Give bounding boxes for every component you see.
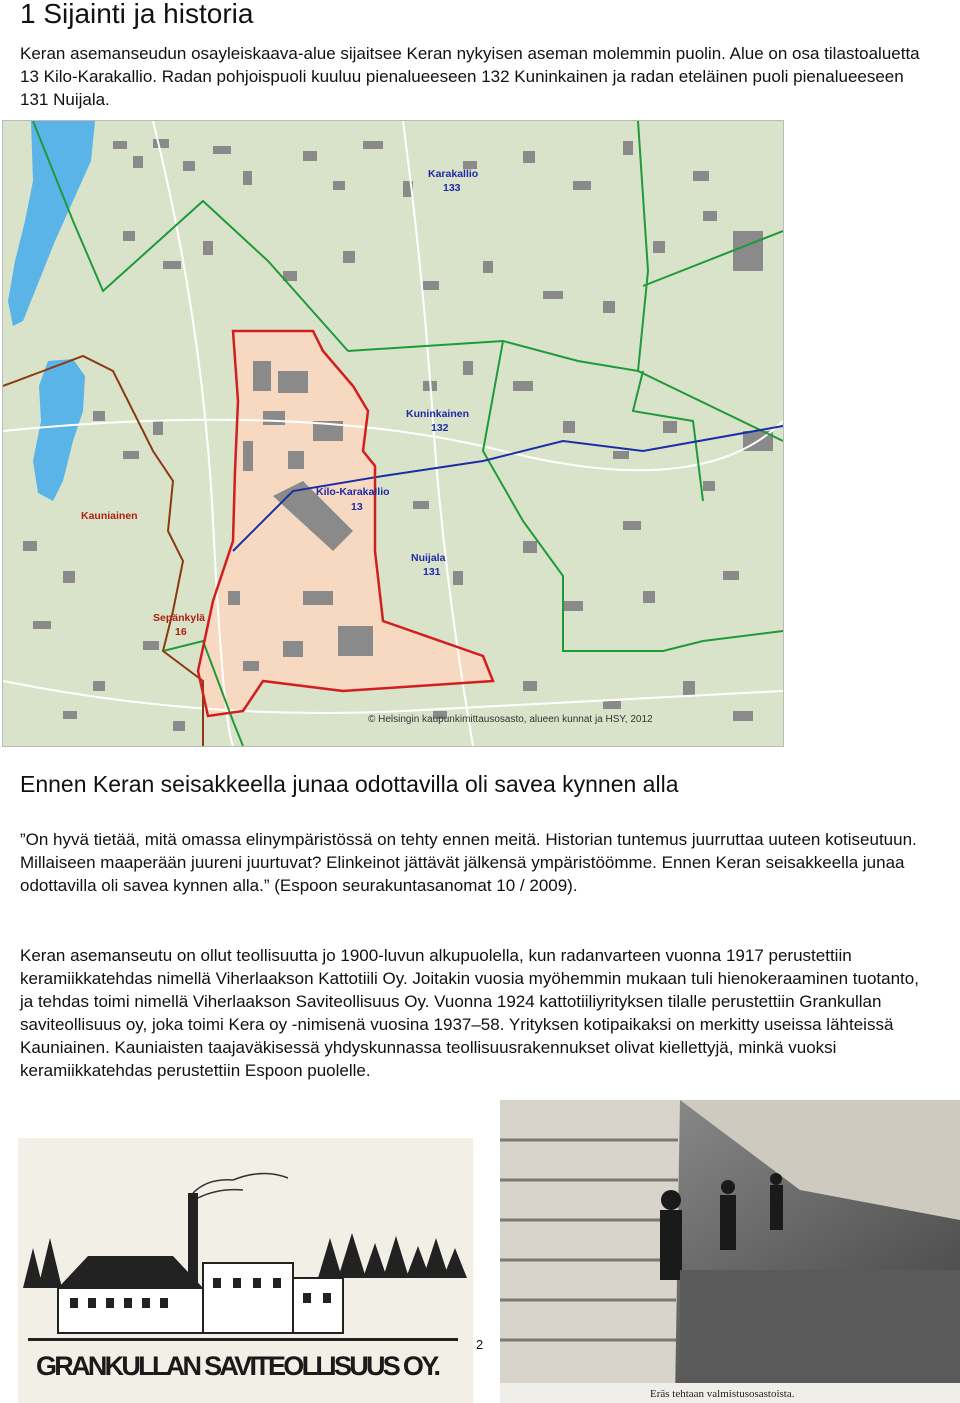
chimney <box>188 1193 198 1283</box>
map-label-kilo-num: 13 <box>351 501 363 513</box>
map-graphic <box>3 121 783 746</box>
shelving <box>500 1100 680 1400</box>
company-logo-image <box>18 1138 473 1403</box>
logo-text: GRANKULLAN SAVITEOLLISUUS OY. <box>36 1351 441 1381</box>
photo-caption: Eräs tehtaan valmistusosastoista. <box>650 1388 795 1400</box>
area-map <box>2 120 784 747</box>
map-label-kilo-karakallio: Kilo-Karakallio <box>316 486 390 498</box>
page-number: 2 <box>476 1337 484 1352</box>
workbench <box>680 1270 960 1400</box>
map-label-karakallio: Karakallio <box>428 168 479 180</box>
logo-illustration <box>18 1138 473 1403</box>
map-label-kuninkainen: Kuninkainen <box>406 408 470 420</box>
map-label-kauniainen: Kauniainen <box>81 510 138 522</box>
map-label-nuijala-num: 131 <box>423 566 441 578</box>
section-subheading: Ennen Keran seisakkeella junaa odottavilla oli savea kynnen alla <box>20 771 679 797</box>
intro-paragraph: Keran asemanseudun osayleiskaava-alue sijaitsee Keran nykyisen aseman molemmin puolin. Alue on osa tilastoaluetta 13 Kilo-Karakallio. Radan pohjoispuoli kuuluu pienalueeseen 132 Kuninkainen ja radan eteläinen puoli pienalueeseen 131 Nuijala. <box>20 44 920 109</box>
history-paragraph: Keran asemanseutu on ollut teollisuutta jo 1900-luvun alkupuolella, kun radanvarteen vuonna 1917 perustettiin keramiikkatehdas nimellä Viherlaakson Kattotiili Oy. Joitakin vuosia myöhemmin mukaan tuli hienokeraaminen tuotanto, ja tehdas toimi nimellä Viherlaakson Saviteollisuus Oy. Vuonna 1924 kattotiiliyrityksen tilalle perustettiin Grankullan saviteollisuus oy, joka toimi Kera oy -nimisenä vuosina 1937–58. Yrityksen kotipaikaksi on merkitty useissa lähteissä Kauniainen. Kauniaisten taajaväkisessä yhdyskunnassa teollisuusrakennukset olivat kiellettyjä, minkä vuoksi keramiikkatehdas perustettiin Espoon puolelle. <box>20 946 919 1080</box>
map-label-karakallio-num: 133 <box>443 182 461 194</box>
photo-illustration <box>500 1100 960 1403</box>
map-copyright: © Helsingin kaupunkimittausosasto, alueen kunnat ja HSY, 2012 <box>368 714 653 725</box>
factory-interior-photo <box>500 1100 960 1403</box>
page-title: 1 Sijainti ja historia <box>20 0 254 29</box>
map-label-kuninkainen-num: 132 <box>431 422 449 434</box>
ground-line <box>28 1338 458 1341</box>
map-label-nuijala: Nuijala <box>411 552 446 564</box>
map-label-sepankyla: Sepänkylä <box>153 612 205 624</box>
quote-paragraph: ”On hyvä tietää, mitä omassa elinympäristössä on tehty ennen meitä. Historian tuntemus juurruttaa uuteen kotiseutuun. Millaiseen maaperään juureni juurtuvat? Elinkeinot jättävät jälkensä ympäristöömme. Ennen Keran seisakkeella junaa odottavilla oli savea kynnen alla.” (Espoon seurakuntasanomat 10 / 2009). <box>20 830 917 895</box>
map-label-sepankyla-num: 16 <box>175 626 187 638</box>
